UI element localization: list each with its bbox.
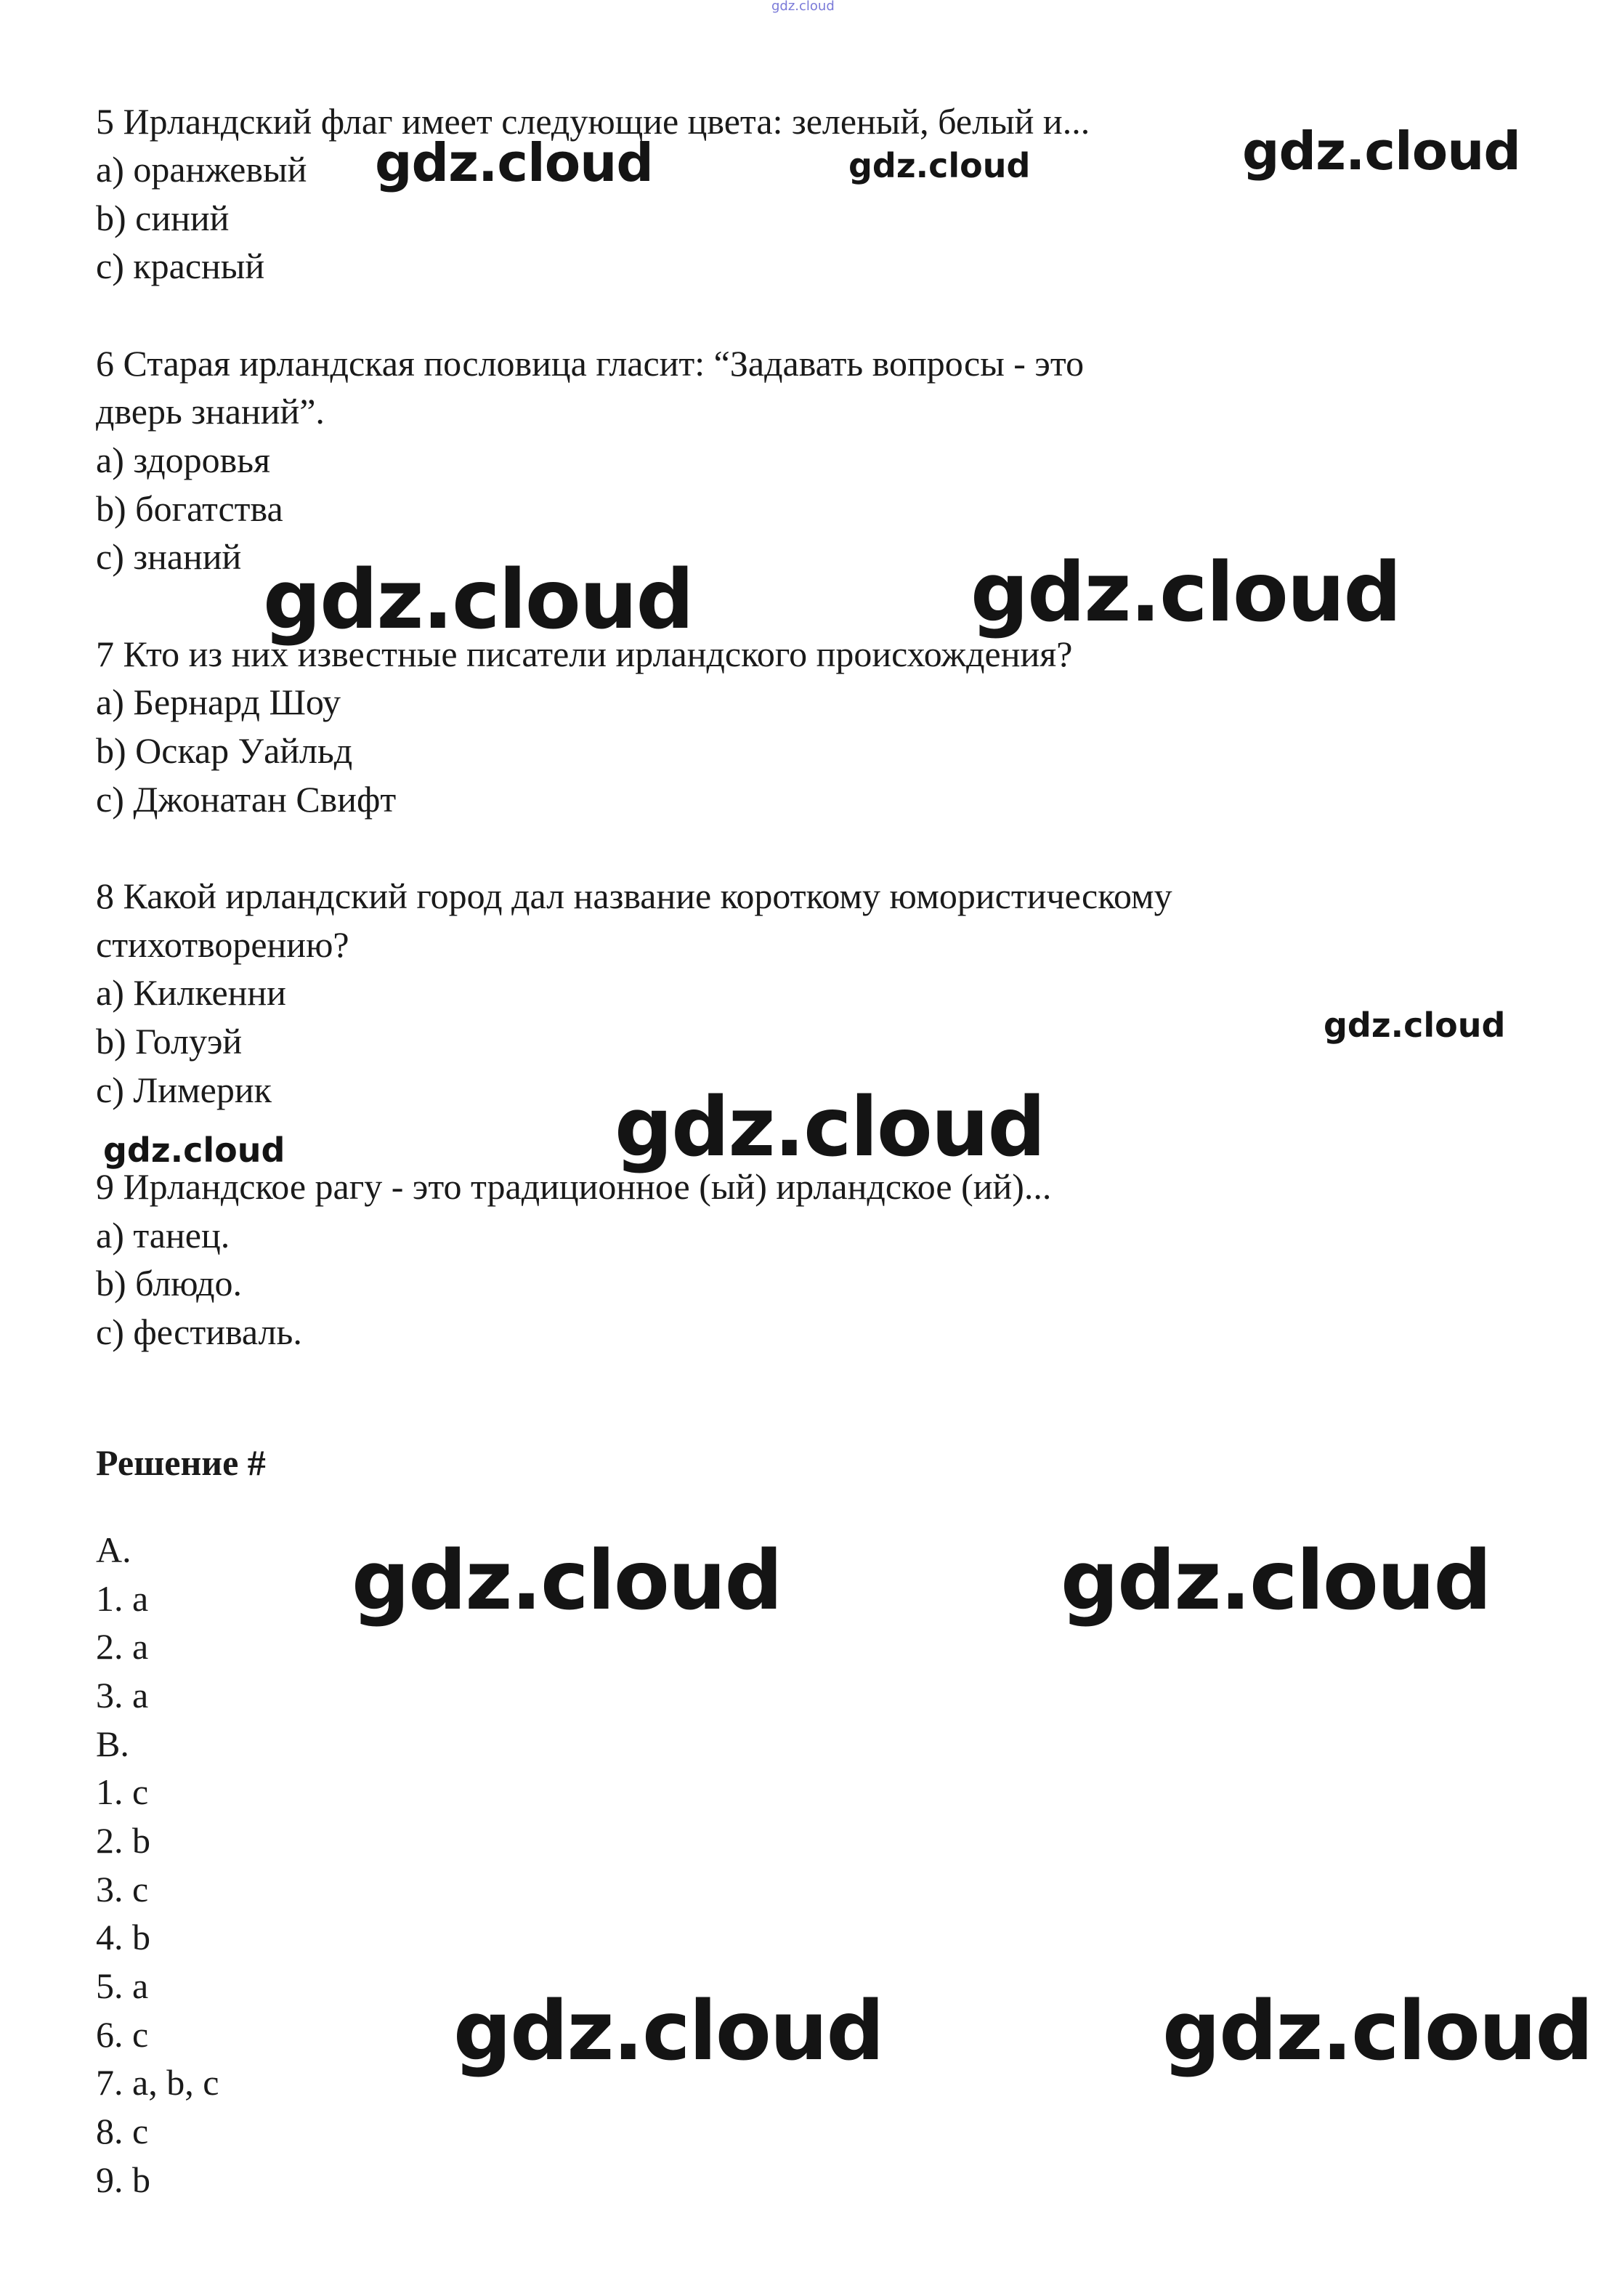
solution-line: 6. c	[96, 2014, 149, 2055]
watermark: gdz.cloud	[615, 1080, 1045, 1175]
watermark: gdz.cloud	[1242, 121, 1520, 182]
watermark: gdz.cloud	[352, 1534, 782, 1628]
question-8-text-line1: 8 Какой ирландский город дал название короткому юмористическому	[96, 876, 1172, 916]
solution-line: 3. a	[96, 1675, 149, 1715]
question-7-option-a: a) Бернард Шоу	[96, 682, 341, 722]
watermark-top-small: gdz.cloud	[771, 0, 835, 14]
solution-line: B.	[96, 1723, 129, 1764]
question-6-text-line1: 6 Старая ирландская пословица гласит: “Задавать вопросы - это	[96, 343, 1085, 384]
question-5-option-a: a) оранжевый	[96, 149, 307, 190]
watermark: gdz.cloud	[1324, 1006, 1506, 1045]
question-9-option-c: c) фестиваль.	[96, 1311, 302, 1352]
solution-line: 2. b	[96, 1820, 150, 1861]
watermark: gdz.cloud	[970, 546, 1401, 640]
watermark: gdz.cloud	[375, 132, 653, 193]
question-6-option-b: b) богатства	[96, 488, 283, 529]
watermark: gdz.cloud	[1162, 1984, 1592, 2079]
watermark: gdz.cloud	[453, 1984, 883, 2079]
solution-line: 8. c	[96, 2111, 149, 2151]
question-9-option-a: a) танец.	[96, 1215, 230, 1256]
question-5-option-b: b) синий	[96, 198, 230, 238]
solution-line: 1. a	[96, 1578, 149, 1619]
question-8-option-c: c) Лимерик	[96, 1070, 272, 1110]
question-7-text: 7 Кто из них известные писатели ирландского происхождения?	[96, 634, 1073, 674]
question-7-option-c: c) Джонатан Свифт	[96, 779, 397, 820]
solution-line: 9. b	[96, 2159, 150, 2200]
solution-line: 5. a	[96, 1965, 149, 2006]
solution-heading: Решение #	[96, 1442, 266, 1483]
question-8-text-line2: стихотворению?	[96, 924, 349, 965]
question-8-option-a: a) Килкенни	[96, 972, 286, 1013]
question-7-option-b: b) Оскар Уайльд	[96, 730, 353, 771]
watermark: gdz.cloud	[103, 1131, 285, 1170]
solution-line: 7. a, b, c	[96, 2062, 219, 2103]
watermark: gdz.cloud	[263, 553, 693, 647]
question-8-option-b: b) Голуэй	[96, 1021, 243, 1062]
solution-line: 4. b	[96, 1917, 150, 1957]
solution-line: 1. c	[96, 1771, 149, 1812]
watermark: gdz.cloud	[848, 146, 1031, 185]
solution-line: 3. c	[96, 1869, 149, 1909]
watermark: gdz.cloud	[1061, 1534, 1491, 1628]
question-6-option-c: c) знаний	[96, 536, 242, 577]
question-9-option-b: b) блюдо.	[96, 1263, 243, 1303]
question-6-text-line2: дверь знаний”.	[96, 391, 325, 432]
question-5-text: 5 Ирландский флаг имеет следующие цвета: зеленый, белый и...	[96, 101, 1090, 142]
question-6-option-a: a) здоровья	[96, 440, 271, 480]
question-9-text: 9 Ирландское рагу - это традиционное (ый) ирландское (ий)...	[96, 1166, 1052, 1207]
solution-line: 2. a	[96, 1626, 149, 1667]
question-5-option-c: c) красный	[96, 246, 265, 286]
solution-line: A.	[96, 1529, 131, 1570]
